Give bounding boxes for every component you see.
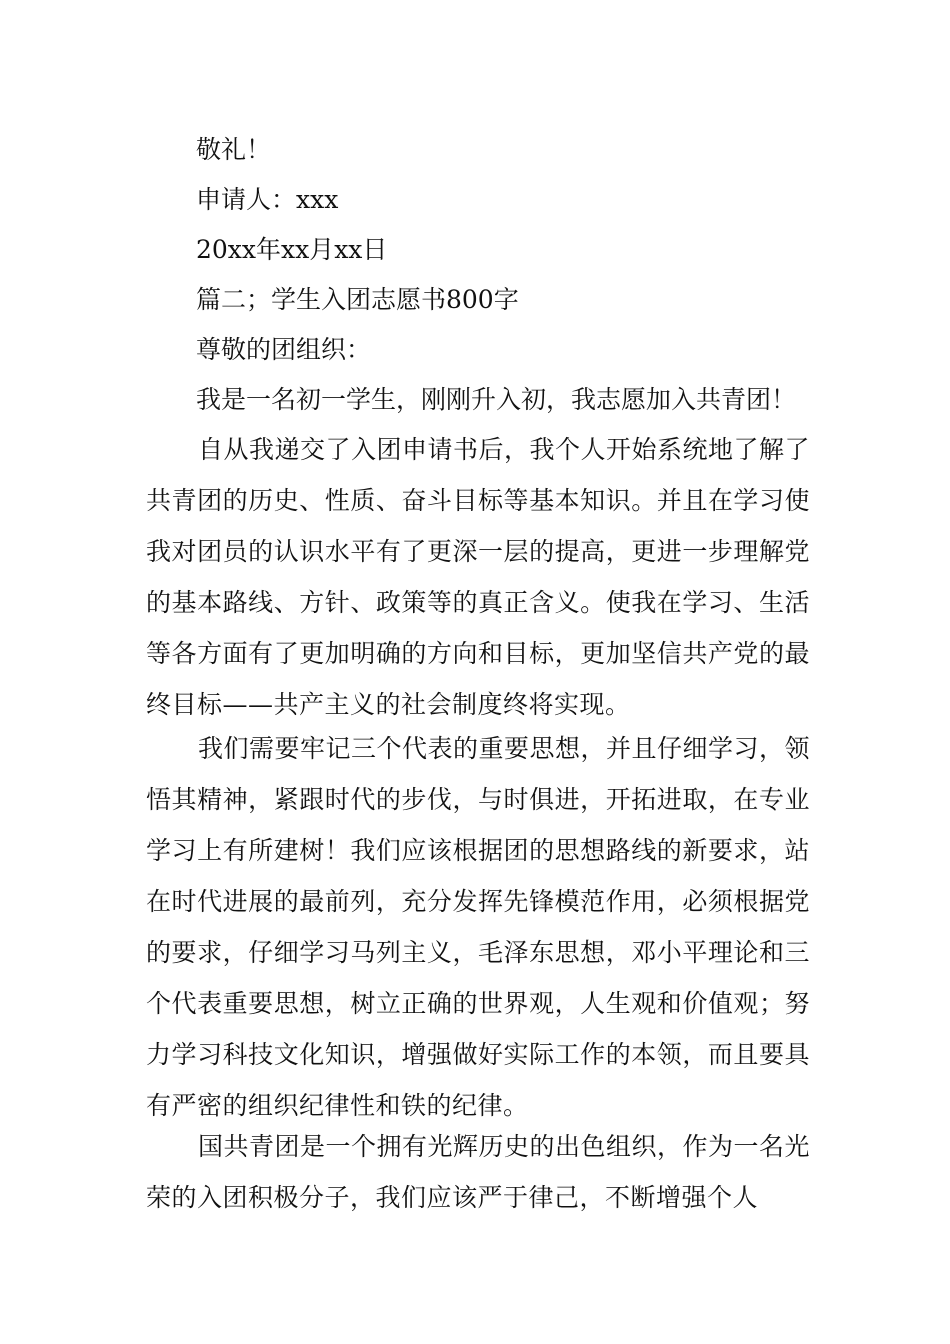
- section-title: 篇二；学生入团志愿书800字: [196, 285, 519, 314]
- greeting-line: 尊敬的团组织：: [196, 335, 372, 364]
- intro-line: 我是一名初一学生，刚刚升入初，我志愿加入共青团！: [196, 385, 797, 414]
- applicant-line: 申请人：xxx: [196, 185, 339, 214]
- date-line: 20xx年xx月xx日: [196, 235, 388, 264]
- paragraph-3: 国共青团是一个拥有光辉历史的出色组织，作为一名光荣的入团积极分子，我们应该严于律己，不断增强个人: [146, 1132, 811, 1212]
- paragraph-2: 我们需要牢记三个代表的重要思想，并且仔细学习，领悟其精神，紧跟时代的步伐，与时俱进，开拓进取，在专业学习上有所建树！我们应该根据团的思想路线的新要求，站在时代进展的最前列，充分发挥先锋模范作用，必须根据党的要求，仔细学习马列主义，毛泽东思想，邓小平理论和三个代表重要思想，树立正确的世界观，人生观和价值观；努力学习科技文化知识，增强做好实际工作的本领，而且要具有严密的组织纪律性和铁的纪律。: [146, 734, 811, 1120]
- paragraph-1: 自从我递交了入团申请书后，我个人开始系统地了解了共青团的历史、性质、奋斗目标等基本知识。并且在学习使我对团员的认识水平有了更深一层的提高，更进一步理解党的基本路线、方针、政策等的真正含义。使我在学习、生活等各方面有了更加明确的方向和目标，更加坚信共产党的最终目标——共产主义的社会制度终将实现。: [146, 435, 811, 719]
- salutation-line: 敬礼！: [196, 135, 272, 164]
